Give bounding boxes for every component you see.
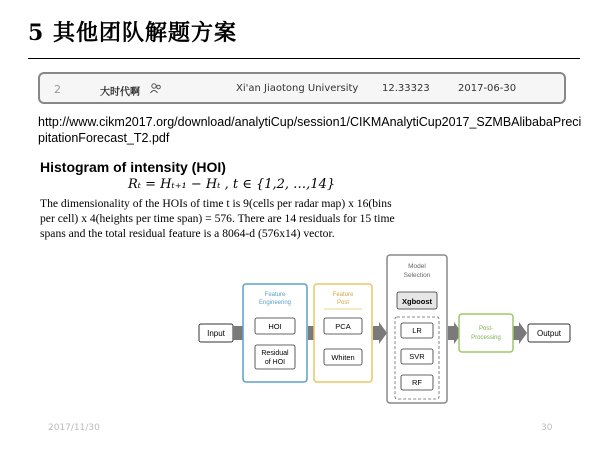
residual-label: Residual bbox=[261, 350, 289, 357]
feature-engineering-title-1: Feature bbox=[264, 292, 286, 298]
feature-post-title-1: Feature bbox=[332, 292, 354, 298]
rf-label: RF bbox=[412, 378, 422, 387]
post-processing-title-2: Processing bbox=[471, 335, 501, 341]
arrow-3 bbox=[373, 322, 387, 344]
post-processing-title-1: Post- bbox=[478, 326, 494, 332]
source-link[interactable]: http://www.cikm2017.org/download/analytiCup/session1/CIKMAnalytiCup2017_SZMBAlibabaPrecipitationForecast_T2.pdf bbox=[38, 115, 582, 145]
hoi-label: HOI bbox=[268, 322, 282, 331]
svr-label: SVR bbox=[409, 352, 425, 361]
submission-date: 2017-06-30 bbox=[458, 83, 517, 94]
page-number: 30 bbox=[541, 423, 553, 433]
input-label: Input bbox=[207, 329, 225, 338]
hoi-description: The dimensionality of the HOIs of time t is 9(cells per radar map) x 16(bins per cell) x 4(heights per time span) = 576. There are 14 residuals for 15 time spans and the total residual feature is a 8064-d (576x14) vector. bbox=[40, 197, 395, 240]
model-selection-title-2: Selection bbox=[403, 272, 431, 279]
leaderboard-row bbox=[38, 72, 566, 104]
score: 12.33323 bbox=[382, 83, 430, 94]
of-hoi-label: of HOI bbox=[264, 359, 286, 366]
slide-title: 5 其他团队解题方案 bbox=[28, 20, 237, 46]
section-heading: Histogram of intensity (HOI) bbox=[40, 159, 226, 175]
output-label: Output bbox=[536, 329, 562, 338]
feature-engineering-title-2: Engineering bbox=[258, 300, 292, 306]
institution: Xi'an Jiaotong University bbox=[236, 83, 359, 94]
rank-number: 2 bbox=[54, 83, 61, 96]
whiten-label: Whiten bbox=[331, 353, 355, 362]
pca-label: PCA bbox=[335, 322, 351, 331]
feature-post-title-2: Post bbox=[336, 300, 350, 306]
team-members-icon bbox=[150, 83, 162, 97]
post-processing-group bbox=[459, 314, 513, 352]
footer-date: 2017/11/30 bbox=[48, 423, 100, 433]
xgboost-label: Xgboost bbox=[402, 297, 432, 306]
team-name: 大时代啊 bbox=[100, 87, 140, 98]
pipeline-diagram bbox=[196, 252, 576, 412]
model-selection-title-1: Model bbox=[408, 263, 426, 270]
lr-label: LR bbox=[412, 326, 422, 335]
arrow-5 bbox=[513, 322, 527, 344]
title-divider bbox=[28, 58, 580, 59]
residual-formula: Rₜ = Hₜ₊₁ − Hₜ , t ∈ {1,2, …,14} bbox=[128, 177, 336, 192]
